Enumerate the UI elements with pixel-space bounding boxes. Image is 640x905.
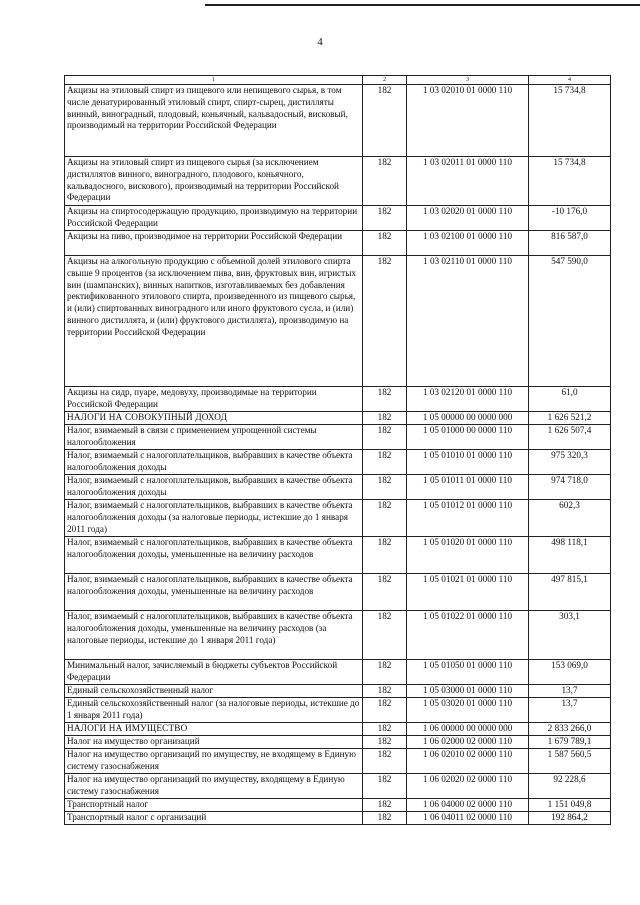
row-amount: 547 590,0 xyxy=(529,256,611,387)
row-budget-code: 1 05 01050 01 0000 110 xyxy=(407,660,529,685)
row-admin-code: 182 xyxy=(363,736,407,749)
row-admin-code: 182 xyxy=(363,450,407,475)
row-amount: 1 587 560,5 xyxy=(529,749,611,774)
table-header-row xyxy=(65,76,611,85)
table-row xyxy=(65,85,611,157)
row-name: Единый сельскохозяйственный налог xyxy=(65,685,363,698)
header-cell-2: 2 xyxy=(363,76,407,85)
table-row xyxy=(65,611,611,660)
row-admin-code: 182 xyxy=(363,157,407,206)
row-amount: 153 069,0 xyxy=(529,660,611,685)
row-name: Акцизы на этиловый спирт из пищевого или непищевого сырья, в том числе денатурированный этиловый спирт, спирт-сырец, дистилляты винный, виноградный, плодовый, коньячный, кальвадосный, висковый, производимый на территории Российской Федерации xyxy=(65,85,363,157)
table-row xyxy=(65,500,611,537)
table-row xyxy=(65,256,611,387)
row-admin-code: 182 xyxy=(363,611,407,660)
row-name: Налог, взимаемый в связи с применением упрощенной системы налогообложения xyxy=(65,425,363,450)
row-admin-code: 182 xyxy=(363,774,407,799)
row-admin-code: 182 xyxy=(363,85,407,157)
row-name: Акцизы на пиво, производимое на территории Российской Федерации xyxy=(65,231,363,256)
row-admin-code: 182 xyxy=(363,387,407,412)
table-row xyxy=(65,774,611,799)
row-budget-code: 1 03 02120 01 0000 110 xyxy=(407,387,529,412)
table-row xyxy=(65,749,611,774)
row-admin-code: 182 xyxy=(363,574,407,611)
row-admin-code: 182 xyxy=(363,475,407,500)
row-amount: 974 718,0 xyxy=(529,475,611,500)
row-name: Акцизы на алкогольную продукцию с объемной долей этилового спирта свыше 9 процентов (за исключением пива, вин, фруктовых вин, игристых вин (шампанских), винных напитков, изготавливаемых без добавления ректификованного этилового спирта, произведенного из пищевого сырья, и (или) спиртованных виноградного или иного фруктового сусла, и (или) винного дистиллята, и (или) фруктового дистиллята), производимую на территории Российской Федерации xyxy=(65,256,363,387)
row-amount: 498 118,1 xyxy=(529,537,611,574)
row-admin-code: 182 xyxy=(363,698,407,723)
row-admin-code: 182 xyxy=(363,812,407,825)
row-budget-code: 1 05 01020 01 0000 110 xyxy=(407,537,529,574)
row-admin-code: 182 xyxy=(363,500,407,537)
row-name: Налог, взимаемый с налогоплательщиков, выбравших в качестве объекта налогообложения доходы xyxy=(65,450,363,475)
table-row xyxy=(65,574,611,611)
revenue-table xyxy=(64,75,611,825)
row-name: Налог на имущество организаций xyxy=(65,736,363,749)
row-admin-code: 182 xyxy=(363,749,407,774)
row-amount: 975 320,3 xyxy=(529,450,611,475)
table-row xyxy=(65,660,611,685)
row-budget-code: 1 05 01022 01 0000 110 xyxy=(407,611,529,660)
row-name: Минимальный налог, зачисляемый в бюджеты субъектов Российской Федерации xyxy=(65,660,363,685)
row-budget-code: 1 06 04011 02 0000 110 xyxy=(407,812,529,825)
table-row xyxy=(65,537,611,574)
row-budget-code: 1 03 02011 01 0000 110 xyxy=(407,157,529,206)
row-budget-code: 1 06 02000 02 0000 110 xyxy=(407,736,529,749)
table-row xyxy=(65,206,611,231)
row-name: Транспортный налог xyxy=(65,799,363,812)
table-row xyxy=(65,231,611,256)
row-name: НАЛОГИ НА СОВОКУПНЫЙ ДОХОД xyxy=(65,412,363,425)
row-name: Налог, взимаемый с налогоплательщиков, выбравших в качестве объекта налогообложения доходы (за налоговые периоды, истекшие до 1 января 2011 года) xyxy=(65,500,363,537)
row-amount: 1 151 049,8 xyxy=(529,799,611,812)
row-budget-code: 1 05 03000 01 0000 110 xyxy=(407,685,529,698)
row-budget-code: 1 05 01012 01 0000 110 xyxy=(407,500,529,537)
header-cell-4: 4 xyxy=(529,76,611,85)
row-admin-code: 182 xyxy=(363,231,407,256)
row-budget-code: 1 03 02010 01 0000 110 xyxy=(407,85,529,157)
row-admin-code: 182 xyxy=(363,723,407,736)
row-name: Акцизы на этиловый спирт из пищевого сырья (за исключением дистиллятов винного, виноградного, плодового, коньячного, кальвадосного, вискового), производимый на территории Российской Федерации xyxy=(65,157,363,206)
table-row xyxy=(65,812,611,825)
row-budget-code: 1 05 01021 01 0000 110 xyxy=(407,574,529,611)
row-admin-code: 182 xyxy=(363,206,407,231)
row-budget-code: 1 05 01011 01 0000 110 xyxy=(407,475,529,500)
row-name: Налог на имущество организаций по имуществу, входящему в Единую систему газоснабжения xyxy=(65,774,363,799)
table-row xyxy=(65,425,611,450)
header-cell-3: 3 xyxy=(407,76,529,85)
row-amount: 13,7 xyxy=(529,698,611,723)
row-budget-code: 1 03 02100 01 0000 110 xyxy=(407,231,529,256)
row-name: Налог, взимаемый с налогоплательщиков, выбравших в качестве объекта налогообложения доходы, уменьшенные на величину расходов xyxy=(65,574,363,611)
row-amount: 92 228,6 xyxy=(529,774,611,799)
row-amount: 192 864,2 xyxy=(529,812,611,825)
row-admin-code: 182 xyxy=(363,425,407,450)
table-row xyxy=(65,799,611,812)
header-cell-1: 1 xyxy=(65,76,363,85)
row-budget-code: 1 05 01000 00 0000 110 xyxy=(407,425,529,450)
row-amount: 15 734,8 xyxy=(529,85,611,157)
section-row xyxy=(65,723,611,736)
row-name: Единый сельскохозяйственный налог (за налоговые периоды, истекшие до 1 января 2011 года) xyxy=(65,698,363,723)
row-name: Налог, взимаемый с налогоплательщиков, выбравших в качестве объекта налогообложения доходы xyxy=(65,475,363,500)
row-name: Налог, взимаемый с налогоплательщиков, выбравших в качестве объекта налогообложения доходы, уменьшенные на величину расходов (за налоговые периоды, истекшие до 1 января 2011 года) xyxy=(65,611,363,660)
row-name: Налог на имущество организаций по имуществу, не входящему в Единую систему газоснабжения xyxy=(65,749,363,774)
row-name: Акцизы на спиртосодержащую продукцию, производимую на территории Российской Федерации xyxy=(65,206,363,231)
row-name: Налог, взимаемый с налогоплательщиков, выбравших в качестве объекта налогообложения доходы, уменьшенные на величину расходов xyxy=(65,537,363,574)
top-rule xyxy=(205,4,640,6)
table-row xyxy=(65,157,611,206)
row-admin-code: 182 xyxy=(363,412,407,425)
row-budget-code: 1 06 00000 00 0000 000 xyxy=(407,723,529,736)
row-amount: 2 833 266,0 xyxy=(529,723,611,736)
row-amount: 61,0 xyxy=(529,387,611,412)
row-admin-code: 182 xyxy=(363,799,407,812)
table-row xyxy=(65,387,611,412)
row-name: Транспортный налог с организаций xyxy=(65,812,363,825)
table-row xyxy=(65,475,611,500)
row-admin-code: 182 xyxy=(363,685,407,698)
row-admin-code: 182 xyxy=(363,660,407,685)
table-row xyxy=(65,685,611,698)
row-budget-code: 1 06 02010 02 0000 110 xyxy=(407,749,529,774)
row-amount: 1 626 521,2 xyxy=(529,412,611,425)
section-row xyxy=(65,412,611,425)
row-budget-code: 1 06 02020 02 0000 110 xyxy=(407,774,529,799)
row-amount: 816 587,0 xyxy=(529,231,611,256)
row-admin-code: 182 xyxy=(363,537,407,574)
row-name: НАЛОГИ НА ИМУЩЕСТВО xyxy=(65,723,363,736)
row-budget-code: 1 05 01010 01 0000 110 xyxy=(407,450,529,475)
table-row xyxy=(65,450,611,475)
row-budget-code: 1 03 02110 01 0000 110 xyxy=(407,256,529,387)
row-admin-code: 182 xyxy=(363,256,407,387)
row-name: Акцизы на сидр, пуаре, медовуху, производимые на территории Российской Федерации xyxy=(65,387,363,412)
row-budget-code: 1 06 04000 02 0000 110 xyxy=(407,799,529,812)
row-amount: 303,1 xyxy=(529,611,611,660)
row-amount: 15 734,8 xyxy=(529,157,611,206)
row-amount: 1 679 789,1 xyxy=(529,736,611,749)
row-amount: 602,3 xyxy=(529,500,611,537)
row-amount: 1 626 507,4 xyxy=(529,425,611,450)
row-amount: 497 815,1 xyxy=(529,574,611,611)
row-amount: -10 176,0 xyxy=(529,206,611,231)
row-budget-code: 1 05 03020 01 0000 110 xyxy=(407,698,529,723)
table-row xyxy=(65,698,611,723)
page-number: 4 xyxy=(317,36,323,48)
table-row xyxy=(65,736,611,749)
row-budget-code: 1 03 02020 01 0000 110 xyxy=(407,206,529,231)
row-budget-code: 1 05 00000 00 0000 000 xyxy=(407,412,529,425)
row-amount: 13,7 xyxy=(529,685,611,698)
